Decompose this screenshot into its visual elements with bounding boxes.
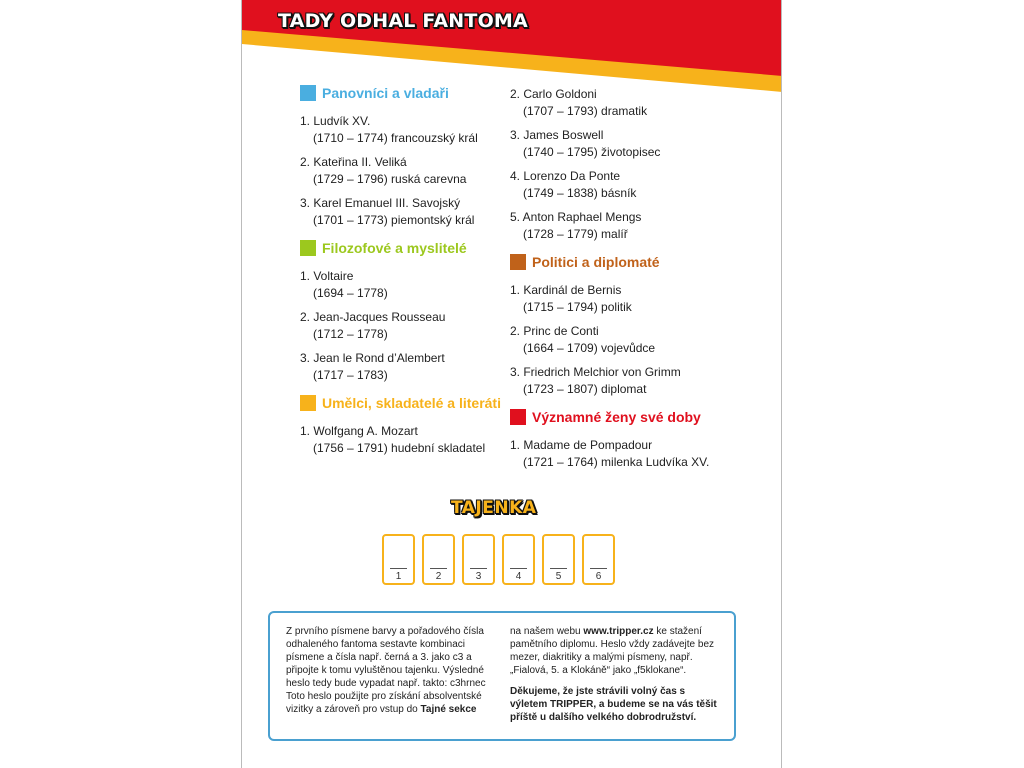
category-section (300, 239, 520, 384)
instructions-left (286, 625, 491, 724)
list-item (300, 113, 520, 147)
instructions-text-left (286, 625, 491, 716)
category-title: Filozofové a myslitelé (322, 240, 467, 256)
person-dates: (1694 – 1778) (313, 286, 388, 300)
person-dates: (1707 – 1793) dramatik (523, 104, 648, 118)
list-item (510, 168, 760, 202)
person-name: 2. Carlo Goldoni (510, 87, 597, 101)
person-dates: (1664 – 1709) vojevůdce (523, 341, 656, 355)
person-name: 1. Wolfgang A. Mozart (300, 424, 418, 438)
category-heading (300, 394, 520, 413)
writing-line (550, 568, 567, 569)
writing-line (510, 568, 527, 569)
box-number: 6 (595, 571, 602, 582)
instructions-box (268, 611, 736, 741)
person-name: 1. Voltaire (300, 269, 354, 283)
person-dates: (1728 – 1779) malíř (523, 227, 628, 241)
list-item (510, 209, 760, 243)
person-name: 1. Kardinál de Bernis (510, 283, 622, 297)
tajenka-letter-box[interactable] (502, 534, 535, 585)
instructions-text-right (510, 625, 725, 677)
category-continuation (510, 86, 760, 243)
list-item (510, 127, 760, 161)
writing-line (470, 568, 487, 569)
list-item (300, 423, 520, 457)
instructions-right-text-2: ke stažení pamětního diplomu. Heslo vždy zadávejte bez mezer, diakritiky a malými písmeny, např. „Fialová, 5. a Klokáně“ jako „f5klokane“. (510, 626, 715, 676)
category-section (510, 408, 760, 471)
instructions-right (510, 625, 725, 732)
person-dates: (1756 – 1791) hudební skladatel (313, 441, 486, 455)
category-color-square (510, 409, 526, 425)
writing-line (390, 568, 407, 569)
category-color-square (300, 240, 316, 256)
person-dates: (1717 – 1783) (313, 368, 388, 382)
list-item (510, 364, 760, 398)
category-title: Umělci, skladatelé a literáti (322, 395, 501, 411)
category-color-square (300, 395, 316, 411)
person-name: 3. Karel Emanuel III. Savojský (300, 196, 461, 210)
list-item (300, 268, 520, 302)
person-name: 3. Friedrich Melchior von Grimm (510, 365, 681, 379)
puzzle-page (241, 0, 782, 768)
person-name: 1. Ludvík XV. (300, 114, 371, 128)
box-number: 1 (395, 571, 402, 582)
person-name: 2. Jean-Jacques Rousseau (300, 310, 446, 324)
list-item (300, 195, 520, 229)
list-item (300, 350, 520, 384)
list-item (510, 86, 760, 120)
category-heading (300, 84, 520, 103)
page-title: TADY ODHAL FANTOMA (278, 10, 528, 32)
person-dates: (1749 – 1838) básník (523, 186, 637, 200)
person-dates: (1723 – 1807) diplomat (523, 382, 647, 396)
person-dates: (1710 – 1774) francouzský král (313, 131, 478, 145)
category-section (510, 253, 760, 398)
person-dates: (1701 – 1773) piemontský král (313, 213, 475, 227)
category-heading (300, 239, 520, 258)
category-title: Významné ženy své doby (532, 409, 701, 425)
instructions-left-text: Z prvního písmene barvy a pořadového čísla odhaleného fantoma sestavte kombinaci písmene a čísla např. černá a 3. jako c3 a připojte k tomu vyluštěnou tajenku. Výsledné heslo tedy bude vypadat např. takto: c3hrnec Toto heslo použijte pro získání absolventské vizitky a zároveň pro vstup do (286, 626, 486, 715)
person-name: 3. James Boswell (510, 128, 604, 142)
category-heading (510, 253, 760, 272)
writing-line (590, 568, 607, 569)
person-name: 2. Kateřina II. Veliká (300, 155, 407, 169)
tajenka-letter-box[interactable] (462, 534, 495, 585)
box-number: 4 (515, 571, 522, 582)
tajenka-letter-box[interactable] (422, 534, 455, 585)
left-column (300, 84, 520, 467)
category-section (300, 84, 520, 229)
right-column (510, 86, 760, 481)
tajenka-boxes (382, 534, 622, 585)
instructions-right-text-1: na našem webu (510, 626, 581, 637)
tajenka-letter-box[interactable] (582, 534, 615, 585)
writing-line (430, 568, 447, 569)
person-name: 5. Anton Raphael Mengs (510, 210, 642, 224)
category-title: Panovníci a vladaři (322, 85, 449, 101)
person-dates: (1729 – 1796) ruská carevna (313, 172, 467, 186)
person-name: 4. Lorenzo Da Ponte (510, 169, 621, 183)
thank-you-bold: Děkujeme, že jste strávili volný čas s výletem TRIPPER, a budeme se na vás těšit příště u dalšího velkého dobrodružství. (510, 686, 717, 723)
thank-you-text (510, 685, 725, 724)
tajenka-title: TAJENKA (451, 498, 537, 518)
tajenka-letter-box[interactable] (382, 534, 415, 585)
category-title: Politici a diplomaté (532, 254, 660, 270)
person-name: 3. Jean le Rond d’Alembert (300, 351, 445, 365)
box-number: 3 (475, 571, 482, 582)
person-dates: (1715 – 1794) politik (523, 300, 632, 314)
list-item (510, 437, 760, 471)
box-number: 2 (435, 571, 442, 582)
person-name: 1. Madame de Pompadour (510, 438, 653, 452)
person-dates: (1712 – 1778) (313, 327, 388, 341)
list-item (300, 154, 520, 188)
category-heading (510, 408, 760, 427)
category-color-square (300, 85, 316, 101)
list-item (510, 282, 760, 316)
list-item (300, 309, 520, 343)
person-dates: (1721 – 1764) milenka Ludvíka XV. (523, 455, 710, 469)
box-number: 5 (555, 571, 562, 582)
category-color-square (510, 254, 526, 270)
person-dates: (1740 – 1795) životopisec (523, 145, 661, 159)
category-section (300, 394, 520, 457)
list-item (510, 323, 760, 357)
website-link[interactable]: www.tripper.cz (583, 626, 654, 637)
secret-section-label: Tajné sekce (420, 704, 477, 715)
tajenka-letter-box[interactable] (542, 534, 575, 585)
person-name: 2. Princ de Conti (510, 324, 599, 338)
